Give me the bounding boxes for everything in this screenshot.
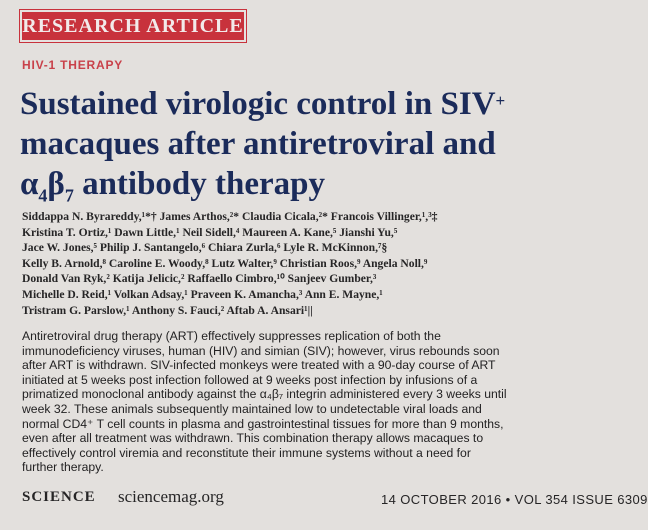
abstract-line: initiated at 5 weeks post infection followed at 9 weeks post infection by infusions of a: [22, 372, 478, 387]
author-line: Jace W. Jones,⁵ Philip J. Santangelo,⁶ Chiara Zurla,⁶ Lyle R. McKinnon,⁷§: [22, 241, 388, 255]
author-line: Michelle D. Reid,¹ Volkan Adsay,¹ Praveen K. Amancha,³ Ann E. Mayne,¹: [22, 287, 383, 301]
author-line: Kristina T. Ortiz,¹ Dawn Little,¹ Neil Sidell,⁴ Maureen A. Kane,⁵ Jianshi Yu,⁵: [22, 225, 398, 239]
abstract-line: further therapy.: [22, 460, 104, 475]
author-list: [22, 209, 612, 318]
journal-website: sciencemag.org: [118, 487, 224, 506]
title-line-2: macaques after antiretroviral and: [20, 126, 496, 162]
abstract-line: primatized monoclonal antibody against the α₄β₇ integrin administered every 3 weeks until: [22, 387, 507, 402]
title-line-3: $\alpha_4\beta_7$ antibody therapy: [20, 166, 326, 206]
title-line-1: Sustained virologic control in SIV+: [20, 86, 506, 122]
author-line: Siddappa N. Byrareddy,¹*† James Arthos,²* Claudia Cicala,²* Francois Villinger,¹,³‡: [22, 210, 438, 223]
abstract: [22, 329, 612, 475]
section-kicker: HIV-1 THERAPY: [22, 58, 124, 72]
author-line: Donald Van Ryk,² Katija Jelicic,² Raffaello Cimbro,¹⁰ Sanjeev Gumber,³: [22, 272, 377, 286]
issue-date-volume: 14 OCTOBER 2016 • VOL 354 ISSUE 6309: [381, 492, 648, 507]
abstract-line: even after all treatment was withdrawn. This combination therapy allows macaques to: [22, 431, 484, 446]
abstract-line: normal CD4⁺ T cell counts in plasma and gastrointestinal tissues for more than 9 months,: [22, 416, 504, 431]
article-title: [20, 84, 615, 216]
journal-name: SCIENCE: [22, 489, 96, 505]
abstract-line: week 32. These animals subsequently maintained low to undetectable viral loads and: [22, 401, 482, 416]
abstract-line: immunodeficiency viruses, human (HIV) and simian (SIV); however, virus rebounds soon: [22, 343, 500, 358]
abstract-line: after ART is withdrawn. SIV-infected monkeys were treated with a 90-day course of ART: [22, 358, 496, 373]
author-line: Kelly B. Arnold,⁸ Caroline E. Woody,⁸ Lutz Walter,⁹ Christian Roos,⁹ Angela Noll,⁹: [22, 256, 428, 270]
author-line: Tristram G. Parslow,¹ Anthony S. Fauci,² Aftab A. Ansari¹||: [22, 303, 313, 317]
abstract-line: effectively control viremia and reconstitute their immune systems without a need for: [22, 445, 471, 460]
abstract-line: Antiretroviral drug therapy (ART) effectively suppresses replication of both the: [22, 329, 441, 343]
article-type-banner: RESEARCH ARTICLE: [20, 10, 246, 42]
